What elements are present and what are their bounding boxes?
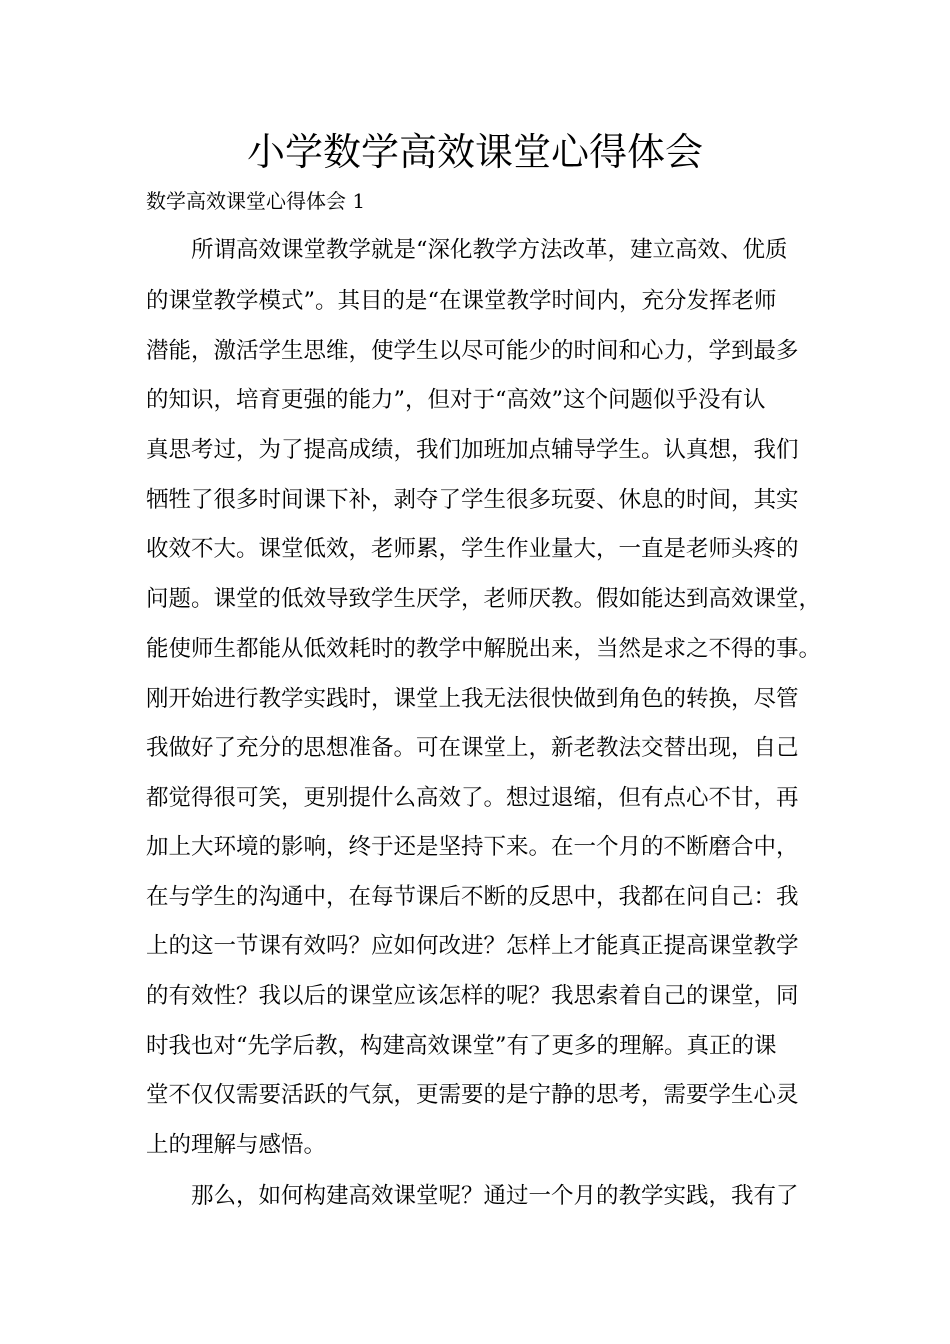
paragraph-line: 的有效性？我以后的课堂应该怎样的呢？我思索着自己的课堂，同 xyxy=(146,983,799,1009)
paragraph-line: 的课堂教学模式”。其目的是“在课堂教学时间内，充分发挥老师 xyxy=(146,288,777,314)
paragraph-line: 收效不大。课堂低效，老师累，学生作业量大，一直是老师头疼的 xyxy=(146,536,799,562)
paragraph-line: 真思考过，为了提高成绩，我们加班加点辅导学生。认真想，我们 xyxy=(146,437,799,463)
paragraph-line: 都觉得很可笑，更别提什么高效了。想过退缩，但有点心不甘，再 xyxy=(146,785,799,811)
paragraph-line: 在与学生的沟通中，在每节课后不断的反思中，我都在问自己：我 xyxy=(146,884,799,910)
paragraph-line: 潜能，激活学生思维，使学生以尽可能少的时间和心力，学到最多 xyxy=(146,338,799,364)
paragraph-line: 上的这一节课有效吗？应如何改进？怎样上才能真正提高课堂教学 xyxy=(146,933,799,959)
paragraph-line: 堂不仅仅需要活跃的气氛，更需要的是宁静的思考，需要学生心灵 xyxy=(146,1082,799,1108)
section-heading: 数学高效课堂心得体会 1 xyxy=(146,189,366,213)
paragraph-line: 上的理解与感悟。 xyxy=(146,1132,327,1158)
paragraph-line: 所谓高效课堂教学就是“深化教学方法改革，建立高效、优质 xyxy=(191,237,788,263)
paragraph-line: 我做好了充分的思想准备。可在课堂上，新老教法交替出现，自己 xyxy=(146,735,799,761)
paragraph-line: 加上大环境的影响，终于还是坚持下来。在一个月的不断磨合中， xyxy=(146,834,799,860)
paragraph-line: 牺牲了很多时间课下补，剥夺了学生很多玩耍、休息的时间，其实 xyxy=(146,487,799,513)
paragraph-line: 能使师生都能从低效耗时的教学中解脱出来，当然是求之不得的事。 xyxy=(146,636,822,662)
paragraph-line: 的知识，培育更强的能力”，但对于“高效”这个问题似乎没有认 xyxy=(146,387,766,413)
paragraph-line: 问题。课堂的低效导致学生厌学，老师厌教。假如能达到高效课堂， xyxy=(146,586,822,612)
paragraph-line: 刚开始进行教学实践时，课堂上我无法很快做到角色的转换，尽管 xyxy=(146,686,799,712)
paragraph-line: 那么，如何构建高效课堂呢？通过一个月的教学实践，我有了 xyxy=(191,1183,799,1209)
paragraph-line: 时我也对“先学后教，构建高效课堂”有了更多的理解。真正的课 xyxy=(146,1033,777,1059)
document-title: 小学数学高效课堂心得体会 xyxy=(246,130,703,174)
